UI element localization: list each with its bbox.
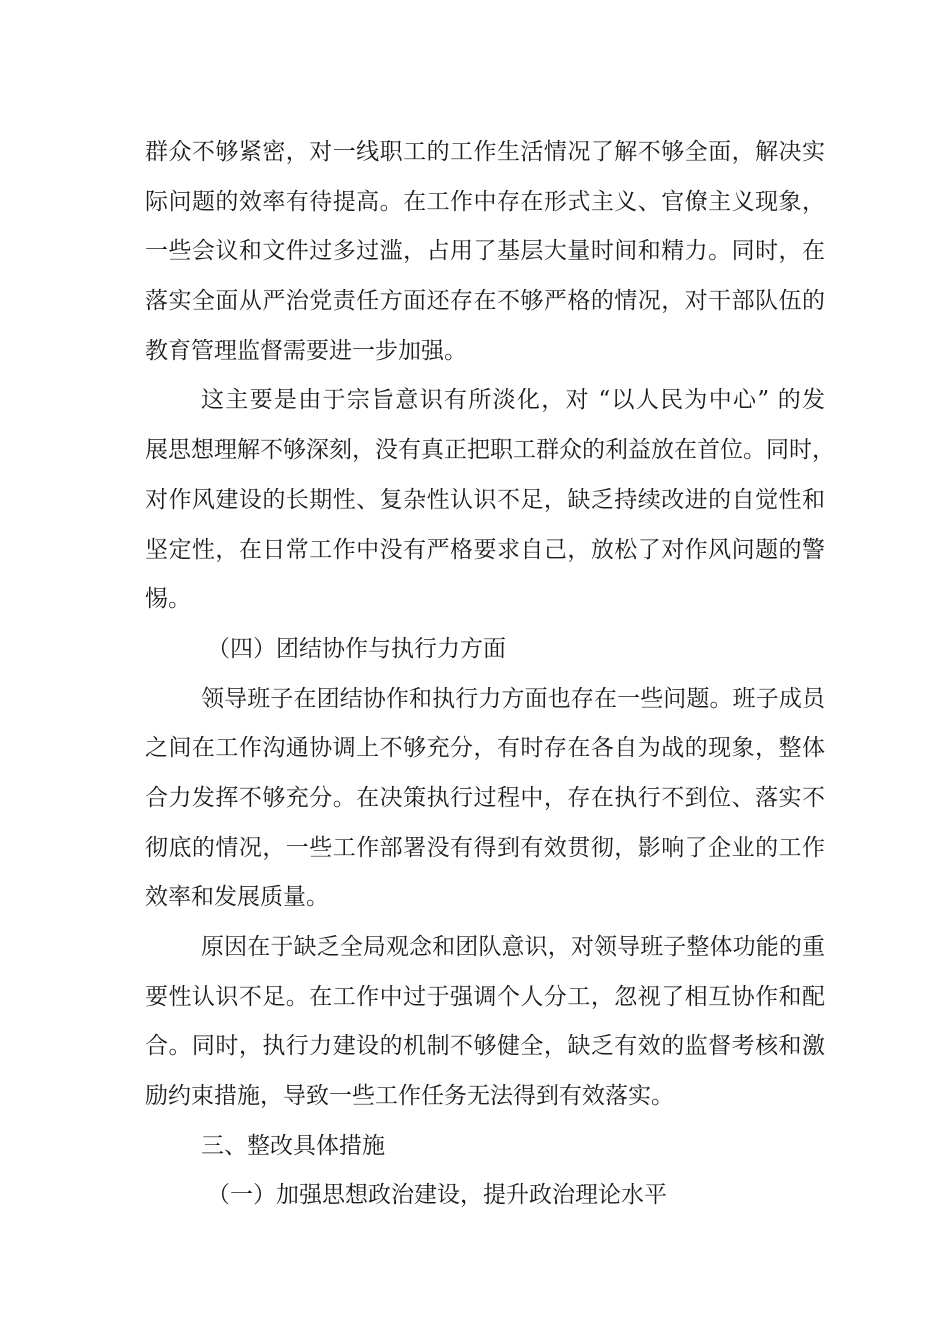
- paragraph-line: 这主要是由于宗旨意识有所淡化，对 “以人民为中心” 的发: [201, 387, 825, 414]
- paragraph-line: 励约束措施，导致一些工作任务无法得到有效落实。: [145, 1083, 674, 1110]
- paragraph-line: 群众不够紧密，对一线职工的工作生活情况了解不够全面，解决实: [145, 139, 825, 165]
- paragraph-line: 落实全面从严治党责任方面还存在不够严格的情况，对干部队伍的: [145, 288, 825, 315]
- section-heading: 三、整改具体措施: [201, 1132, 385, 1159]
- paragraph-line: 惕。: [145, 586, 191, 613]
- paragraph-line: 际问题的效率有待提高。在工作中存在形式主义、官僚主义现象，: [145, 188, 825, 215]
- paragraph-line: 之间在工作沟通协调上不够充分，有时存在各自为战的现象，整体: [145, 735, 825, 762]
- document-body: [145, 128, 835, 1221]
- paragraph-line: 合力发挥不够充分。在决策执行过程中，存在执行不到位、落实不: [145, 784, 825, 811]
- paragraph-line: 合。同时，执行力建设的机制不够健全，缺乏有效的监督考核和激: [145, 1033, 825, 1060]
- paragraph-line: 对作风建设的长期性、复杂性认识不足，缺乏持续改进的自觉性和: [145, 486, 825, 513]
- paragraph-line: 教育管理监督需要进一步加强。: [145, 337, 467, 364]
- paragraph-line: 效率和发展质量。: [145, 884, 329, 911]
- section-heading: （四）团结协作与执行力方面: [207, 635, 506, 662]
- subsection-heading: （一）加强思想政治建设，提升政治理论水平: [207, 1182, 667, 1209]
- paragraph-line: 一些会议和文件过多过滥，占用了基层大量时间和精力。同时，在: [145, 238, 825, 265]
- paragraph-line: 彻底的情况，一些工作部署没有得到有效贯彻，影响了企业的工作: [145, 834, 825, 861]
- paragraph-line: 领导班子在团结协作和执行力方面也存在一些问题。班子成员: [201, 685, 825, 712]
- paragraph-line: 坚定性，在日常工作中没有严格要求自己，放松了对作风问题的警: [145, 536, 825, 563]
- paragraph-line: 展思想理解不够深刻，没有真正把职工群众的利益放在首位。同时，: [145, 437, 835, 464]
- paragraph-line: 要性认识不足。在工作中过于强调个人分工，忽视了相互协作和配: [145, 983, 825, 1010]
- paragraph-line: 原因在于缺乏全局观念和团队意识，对领导班子整体功能的重: [201, 934, 825, 960]
